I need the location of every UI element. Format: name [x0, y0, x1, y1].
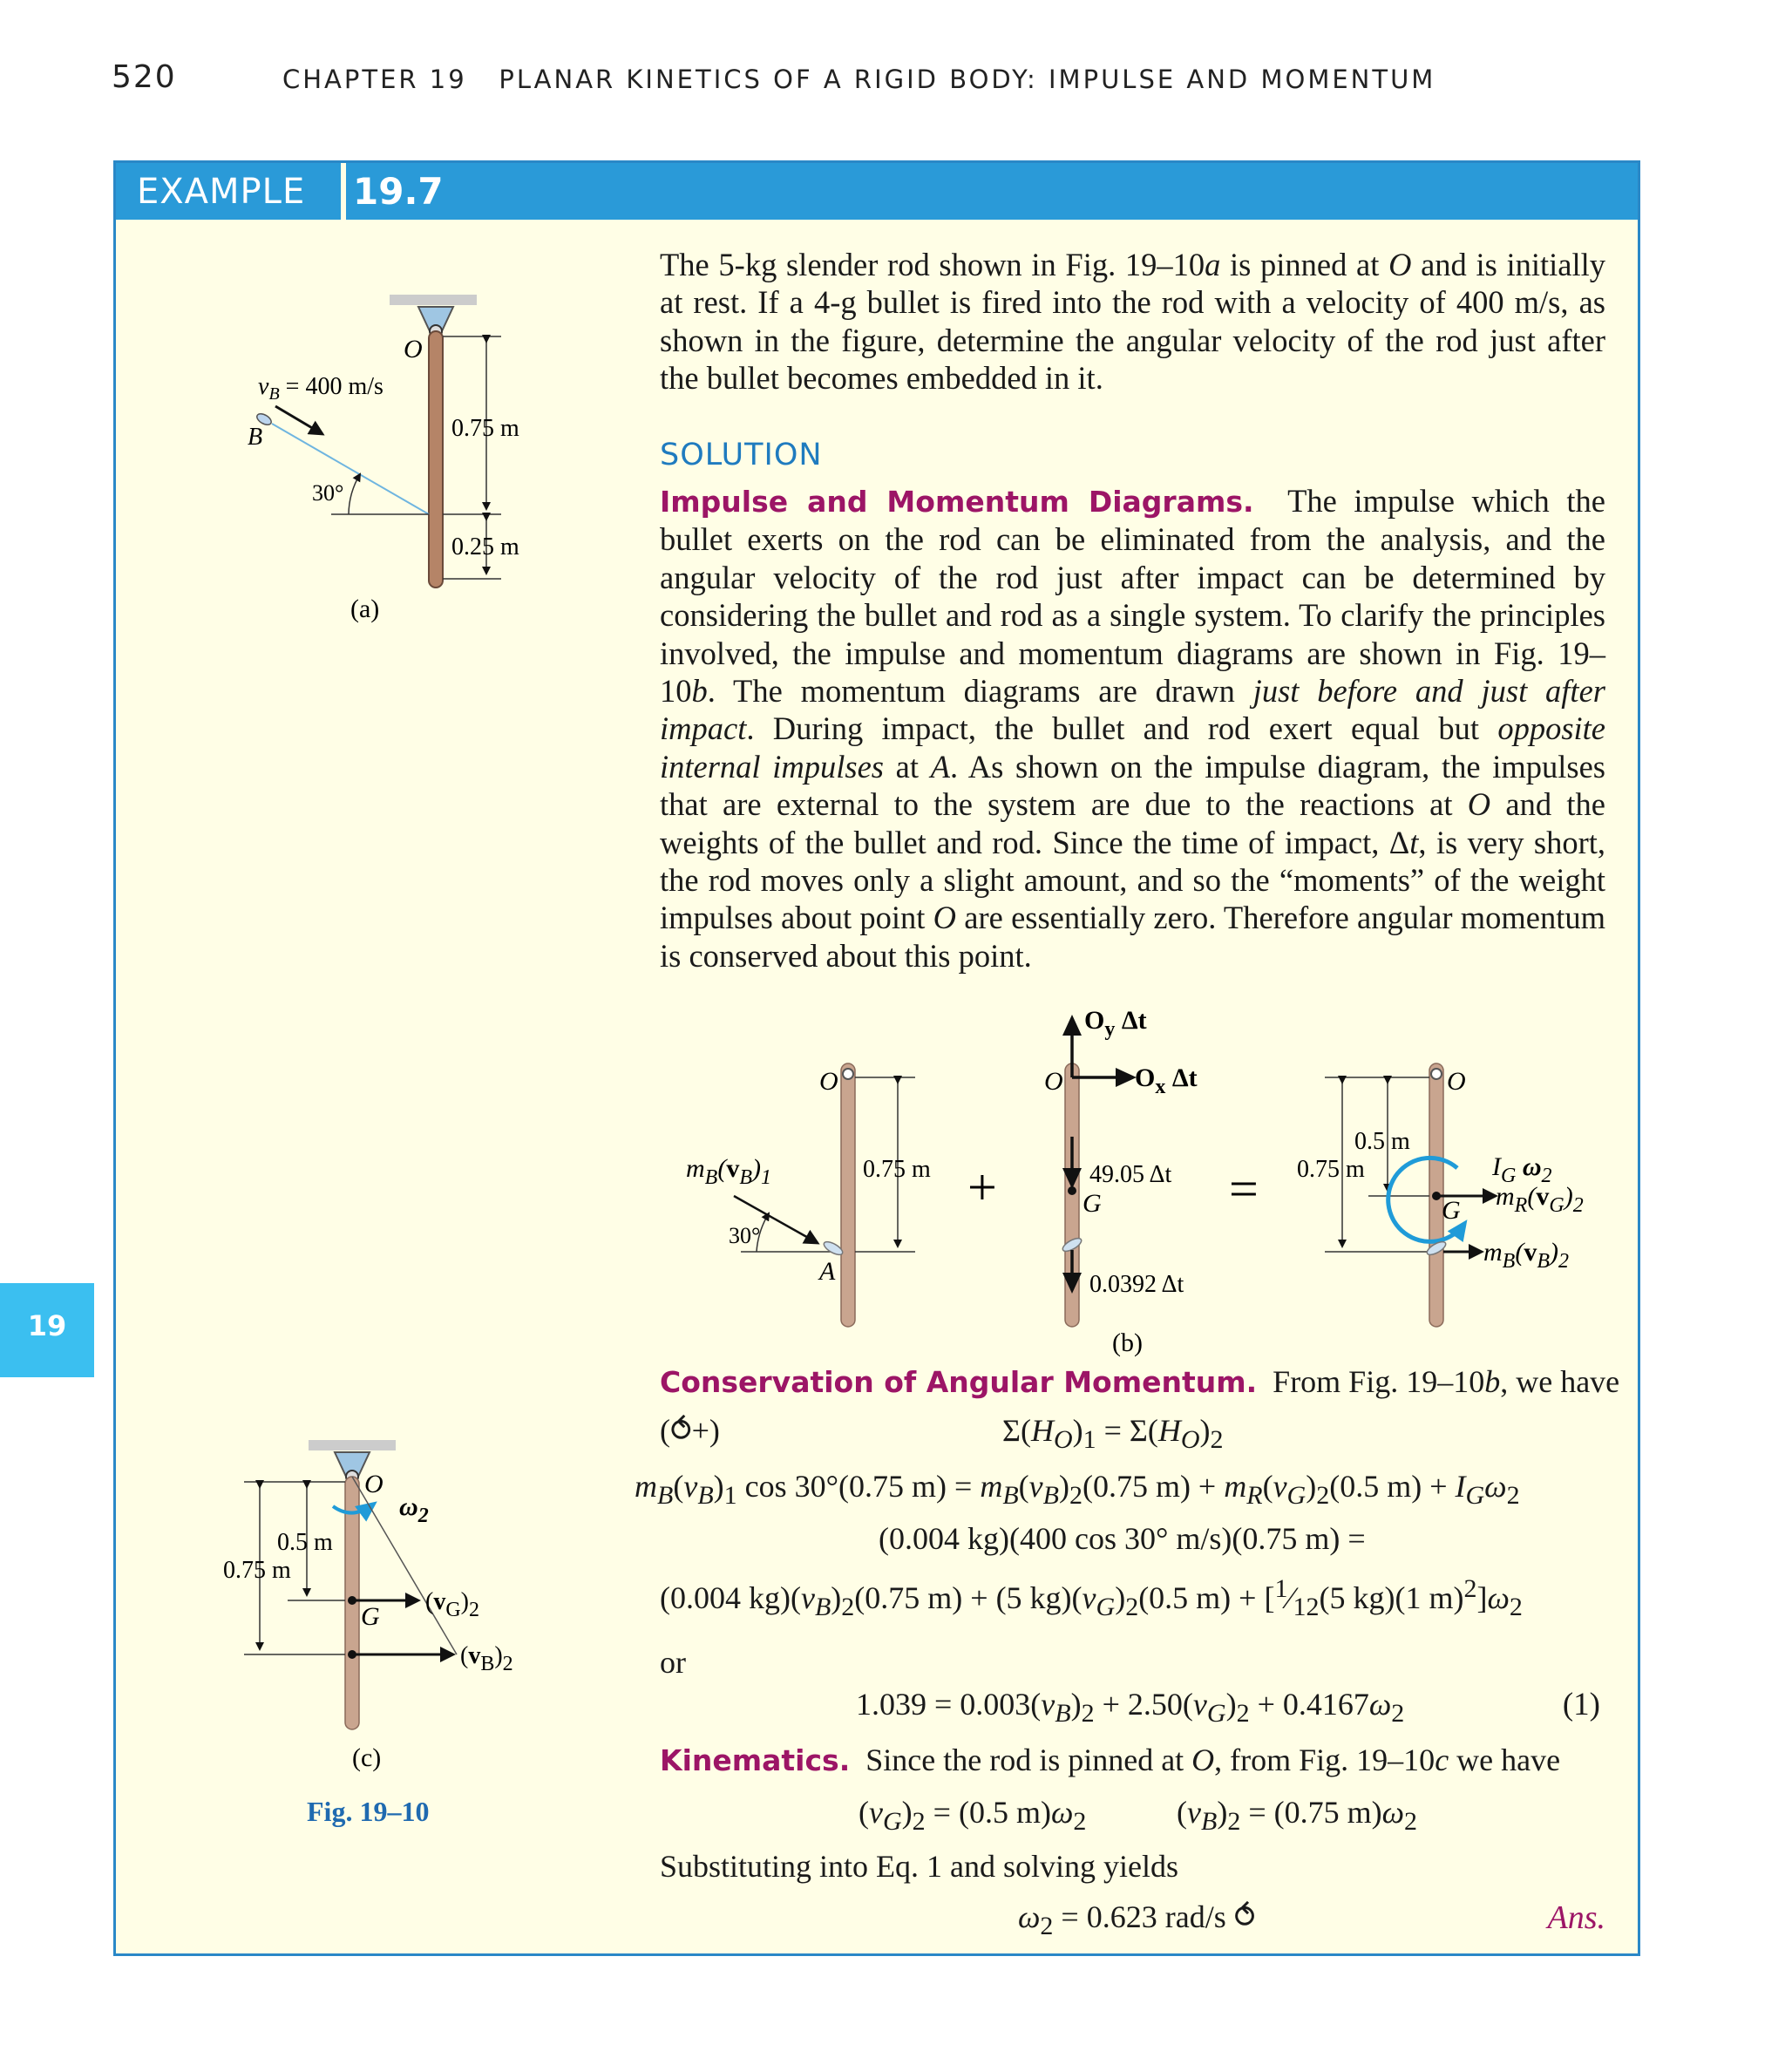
- kinematics-heading: Kinematics.: [660, 1743, 851, 1777]
- b2-label-g: G: [1083, 1189, 1102, 1218]
- b1-mb-vb1: $m_B(v_B)_1$: [686, 1154, 772, 1189]
- equals-sign: =: [1229, 1160, 1259, 1218]
- c-dim-075: 0.75 m: [223, 1557, 291, 1584]
- figure-caption: Fig. 19–10: [307, 1796, 430, 1827]
- weight-rod: 49.05 Δt: [1089, 1161, 1172, 1188]
- dim-075: 0.75 m: [451, 415, 519, 442]
- equation-numeric-left: (0.004 kg)(400 cos 30° m/s)(0.75 m) =: [879, 1521, 1366, 1556]
- equation-numeric-right: (0.004 $kg)(v_B)_2(0.75$ m) + (5 $kg)(v_G)_2(0.5$ $m) + [^1⁄_{12}(5$ kg)(1 $m)^2]\omega_2$: [660, 1574, 1523, 1622]
- solution-heading: SOLUTION: [660, 438, 823, 472]
- impulse-text: The impulse which the bullet exerts on the rod can be eliminated from the analysis, and the angular velocity of the rod just after impact can be determined by considering the bullet and rod as a single system. To clarify the principles involved, the impulse and momentum diagrams are shown in Fig. 19–10b. The momentum diagrams are drawn just before and just after impact. During impact, the bullet and rod exert equal but opposite internal impulses at A. As shown on the impulse diagram, the impulses that are external to the system are due to the reactions at O and the weights of the bullet and rod. Since the time of impact, Δt, is very short, the rod moves only a slight amount, and so the “moments” of the weight impulses about point O are essentially zero. Therefore angular momentum is conserved about this point.: [660, 483, 1606, 974]
- b1-label-o: O: [819, 1067, 838, 1096]
- kinematics-eq-vg: $(v_G)_2 = (0.5$ $m)\omega_2$: [859, 1795, 1087, 1837]
- plus-sign: +: [967, 1158, 997, 1216]
- velocity-value: 400 m/s: [305, 373, 383, 400]
- c-vg2: (vG)2: [425, 1588, 479, 1621]
- page-number: 520: [112, 59, 177, 95]
- kinematics-lead: Since the rod is pinned at O, from Fig. 19–10c we have: [865, 1743, 1561, 1777]
- caption-a: (a): [350, 594, 380, 623]
- b3-ig-w2: $I_G$ $\omega_2$: [1492, 1152, 1552, 1187]
- figure-c: [223, 1440, 513, 1772]
- velocity-label: $v_B = 400$ m/s: [258, 373, 383, 404]
- figure-b-before: [686, 1063, 931, 1327]
- chapter-name: PLANAR KINETICS OF A RIGID BODY: IMPULSE AND MOMENTUM: [499, 65, 1436, 94]
- c-omega: $\omega_2$: [399, 1492, 429, 1527]
- impulse-oy: $O_y$ Δt: [1084, 1006, 1147, 1041]
- c-label-g: G: [361, 1602, 380, 1631]
- label-o: O: [404, 335, 423, 363]
- caption-c: (c): [352, 1743, 382, 1772]
- b3-dim-075: 0.75 m: [1297, 1156, 1365, 1183]
- figure-b-after: [1297, 1063, 1584, 1327]
- rod-b1: [841, 1063, 855, 1327]
- label-b: B: [248, 424, 263, 451]
- example-number: 19.7: [353, 170, 444, 213]
- problem-statement: The 5-kg slender rod shown in Fig. 19–10a is pinned at O and is initially at rest. If a 4-g bullet is fired into the rod with a velocity of 400 m/s, as shown in the figure, determine the angular velocity of the rod just after the bullet becomes embedded in it.: [660, 247, 1606, 397]
- b2-label-o: O: [1044, 1067, 1063, 1096]
- dim-025: 0.25 m: [451, 533, 519, 560]
- equation-expanded: $m_B(v_B)_1$ cos 30°(0.75 $m) = m_B(v_B)_2(0.75$ $m) + m_R(v_G)_2(0.5$ $m) + I_G\omega_2$: [635, 1469, 1520, 1511]
- result-equation: $\omega_2 = 0.623$ rad/s ⥀: [1018, 1899, 1256, 1941]
- sign-convention: (⥀+): [660, 1413, 720, 1448]
- example-label: EXAMPLE: [137, 172, 306, 212]
- impulse-ox: $O_x$ Δt: [1135, 1063, 1198, 1098]
- substitution-text: Substituting into Eq. 1 and solving yields: [660, 1849, 1179, 1884]
- equation-momentum-balance: $\Sigma(H_O)_1 = \Sigma(H_O)_2$: [1002, 1413, 1224, 1455]
- b3-mb-vb2: $m_B(v_B)_2$: [1483, 1238, 1570, 1273]
- b1-dim-075: 0.75 m: [863, 1156, 931, 1183]
- conservation-heading: Conservation of Angular Momentum.: [660, 1365, 1258, 1399]
- chapter-label: CHAPTER 19: [282, 65, 467, 94]
- conservation-lead: From Fig. 19–10b, we have: [1273, 1364, 1620, 1399]
- b3-label-g: G: [1442, 1196, 1461, 1225]
- c-label-o: O: [364, 1470, 383, 1498]
- chapter-tab-number: 19: [27, 1309, 67, 1342]
- c-vb2: (vB)2: [460, 1642, 513, 1675]
- answer-label: Ans.: [1547, 1899, 1605, 1936]
- b3-label-o: O: [1447, 1067, 1466, 1096]
- c-dim-05: 0.5 m: [277, 1529, 333, 1556]
- or-text: or: [660, 1645, 686, 1680]
- angle-a: 30°: [312, 480, 344, 506]
- caption-b: (b): [1112, 1328, 1143, 1357]
- figure-b-impulse: [1044, 1006, 1198, 1327]
- weight-bullet: 0.0392 Δt: [1089, 1271, 1184, 1298]
- figure-a: [248, 295, 519, 623]
- impulse-heading: Impulse and Momentum Diagrams.: [660, 485, 1254, 519]
- equation-1: $1.039 = 0.003(v_B)_2 + 2.50(v_G)_2 + 0.4167\omega_2$: [856, 1687, 1405, 1729]
- rod-a: [429, 331, 443, 588]
- ceiling-support: [390, 295, 477, 305]
- b3-dim-05: 0.5 m: [1354, 1128, 1410, 1155]
- kinematics-eq-vb: $(v_B)_2 = (0.75$ $m)\omega_2$: [1177, 1795, 1418, 1837]
- b1-label-a: A: [819, 1257, 836, 1286]
- b1-angle: 30°: [729, 1223, 761, 1248]
- b3-mr-vg2: $m_R(v_G)_2$: [1496, 1182, 1584, 1217]
- equation-number: (1): [1562, 1687, 1600, 1722]
